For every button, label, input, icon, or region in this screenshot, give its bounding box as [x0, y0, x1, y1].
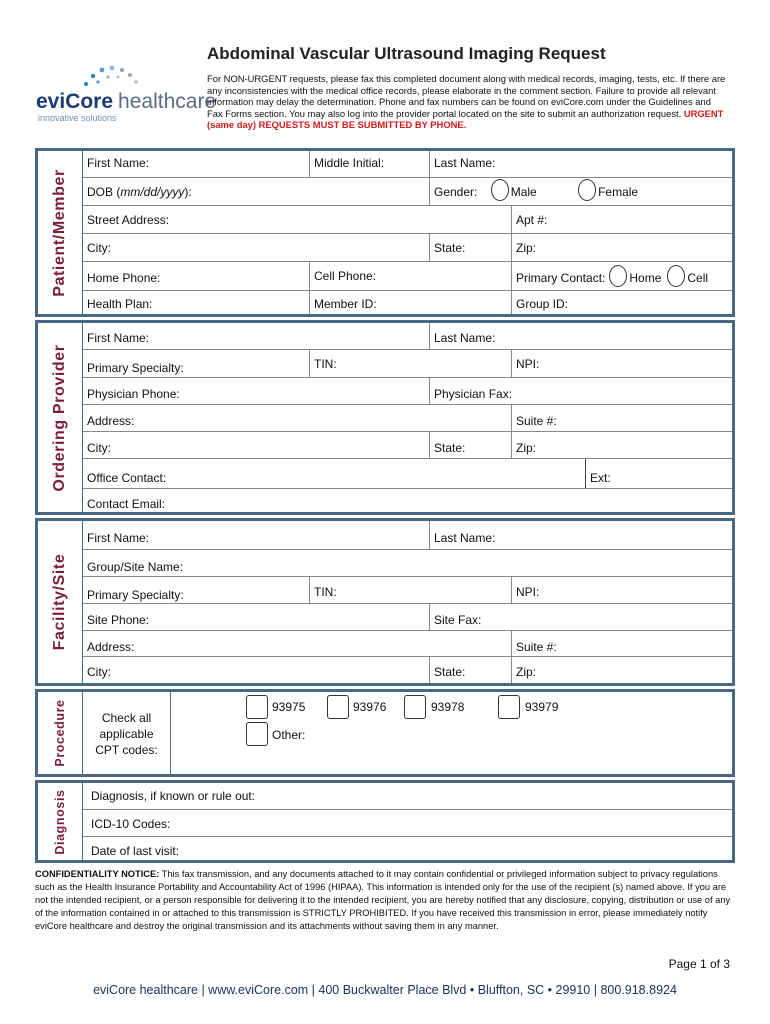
provider-specialty-field[interactable]: Primary Specialty:	[87, 361, 184, 375]
facility-address-row	[83, 631, 732, 657]
provider-phone-row	[83, 378, 732, 405]
procedure-section	[35, 689, 735, 777]
gender-male-radio[interactable]	[491, 179, 509, 201]
cpt-other-field[interactable]: Other:	[272, 728, 306, 742]
patient-city-field[interactable]: City:	[87, 241, 111, 255]
cpt-93978-label: 93978	[431, 700, 465, 714]
provider-tin-field[interactable]: TIN:	[309, 350, 511, 377]
provider-email-field[interactable]: Contact Email:	[87, 497, 166, 511]
provider-name-row	[83, 323, 732, 350]
patient-phone-row	[83, 262, 732, 291]
cpt-instructions: Check all applicable CPT codes:	[83, 692, 171, 774]
intro-text: For NON-URGENT requests, please fax this completed document along with medical records, imaging, tests, etc. If there are any inconsistencies with the medical office records, please elaborate in the comment section. Failure to provide all relevant information may delay the determination. Phone and fax numbers can be found on eviCore.com under the Guidelines and Fax Forms section. You may also log into the provider portal located on the site to submit an authorization request. URGENT (same day) REQUESTS MUST BE SUBMITTED BY PHONE.	[207, 73, 726, 131]
contact-cell-radio[interactable]	[667, 265, 685, 287]
urgent-notice: URGENT (same day) REQUESTS MUST BE SUBMITTED BY PHONE.	[207, 107, 724, 131]
cpt-93976-checkbox[interactable]	[327, 695, 349, 719]
provider-first-name-field[interactable]: First Name:	[87, 331, 150, 345]
patient-health-plan-field[interactable]: Health Plan:	[87, 297, 153, 311]
icd-row	[83, 810, 732, 837]
provider-contact-row	[83, 459, 732, 489]
logo-dots-icon	[66, 62, 146, 92]
patient-member-section	[35, 148, 735, 317]
facility-npi-field[interactable]: NPI:	[511, 577, 732, 603]
provider-phone-field[interactable]: Physician Phone:	[87, 387, 180, 401]
facility-phone-field[interactable]: Site Phone:	[87, 613, 150, 627]
facility-site-section	[35, 518, 735, 686]
patient-middle-initial-field[interactable]: Middle Initial:	[309, 151, 429, 177]
provider-fax-field[interactable]: Physician Fax:	[429, 378, 732, 404]
facility-specialty-field[interactable]: Primary Specialty:	[87, 588, 184, 602]
provider-ext-field[interactable]: Ext:	[585, 459, 732, 488]
patient-street-field[interactable]: Street Address:	[87, 213, 170, 227]
facility-group-row	[83, 550, 732, 577]
contact-home-radio[interactable]	[609, 265, 627, 287]
section-label: Procedure	[53, 699, 67, 767]
patient-zip-field[interactable]: Zip:	[511, 234, 732, 261]
ordering-provider-section	[35, 320, 735, 515]
provider-npi-field[interactable]: NPI:	[511, 350, 732, 377]
confidentiality-notice: CONFIDENTIALITY NOTICE: This fax transmission, and any documents attached to it may contain confidential or privileged information subject to privacy regulations such as the Health Insurance Portability and Accountability Act of 1996 (HIPAA). This information is intended only for the use of the recipient (s) named above. If you are not the intended recipient, or a person responsible for delivering it to the intended recipient, you are hereby notified that any disclosure, copying, distribution or use of any of the information contained in or attached to this transmission is STRICTLY PROHIBITED. If you have received this transmission in error, please immediately notify eviCore healthcare and destroy the original transmission and its attachments without saving them in any manner.	[35, 869, 731, 931]
icd10-codes-field[interactable]: ICD-10 Codes:	[91, 817, 171, 831]
patient-first-name-field[interactable]: First Name:	[87, 156, 150, 170]
provider-address-field[interactable]: Address:	[87, 414, 135, 428]
diagnosis-field[interactable]: Diagnosis, if known or rule out:	[91, 789, 256, 803]
patient-name-row	[83, 151, 732, 178]
page-title: Abdominal Vascular Ultrasound Imaging Request	[207, 44, 606, 63]
provider-state-field[interactable]: State:	[429, 432, 511, 458]
patient-dob-field[interactable]: DOB (mm/dd/yyyy):	[87, 185, 192, 199]
patient-address-row	[83, 206, 732, 234]
section-label: Patient/Member	[51, 168, 68, 297]
provider-suite-field[interactable]: Suite #:	[511, 405, 732, 431]
cpt-93979-checkbox[interactable]	[498, 695, 520, 719]
gender-female-radio[interactable]	[578, 179, 596, 201]
cpt-93976-label: 93976	[353, 700, 387, 714]
last-visit-date-field[interactable]: Date of last visit:	[91, 844, 180, 858]
section-label: Ordering Provider	[51, 343, 68, 492]
cpt-93975-label: 93975	[272, 700, 306, 714]
facility-city-row	[83, 657, 732, 683]
patient-group-id-field[interactable]: Group ID:	[511, 291, 732, 314]
patient-dob-row	[83, 178, 732, 206]
facility-first-name-field[interactable]: First Name:	[87, 531, 150, 545]
facility-state-field[interactable]: State:	[429, 657, 511, 683]
patient-city-row	[83, 234, 732, 262]
provider-office-contact-field[interactable]: Office Contact:	[87, 471, 167, 485]
patient-primary-contact-field: Primary Contact: Home Cell	[511, 262, 732, 290]
logo-tagline: innovative solutions	[38, 113, 117, 123]
diagnosis-row	[83, 783, 732, 810]
facility-city-field[interactable]: City:	[87, 665, 111, 679]
logo-wordmark: eviCore healthcare	[36, 90, 217, 113]
page-number: Page 1 of 3	[668, 957, 730, 971]
patient-member-id-field[interactable]: Member ID:	[309, 291, 511, 314]
facility-phone-row	[83, 604, 732, 631]
cpt-other-checkbox[interactable]	[246, 722, 268, 746]
patient-last-name-field[interactable]: Last Name:	[429, 151, 732, 177]
facility-tin-field[interactable]: TIN:	[309, 577, 511, 603]
provider-last-name-field[interactable]: Last Name:	[429, 323, 732, 349]
provider-city-row	[83, 432, 732, 459]
evicore-logo	[36, 62, 217, 132]
section-label: Diagnosis	[53, 788, 67, 855]
facility-specialty-row	[83, 577, 732, 604]
cpt-93975-checkbox[interactable]	[246, 695, 268, 719]
provider-zip-field[interactable]: Zip:	[511, 432, 732, 458]
patient-apt-field[interactable]: Apt #:	[511, 206, 732, 233]
cpt-93979-label: 93979	[525, 700, 559, 714]
facility-group-name-field[interactable]: Group/Site Name:	[87, 560, 184, 574]
patient-home-phone-field[interactable]: Home Phone:	[87, 271, 161, 285]
provider-specialty-row	[83, 350, 732, 378]
provider-address-row	[83, 405, 732, 432]
section-label: Facility/Site	[51, 553, 68, 651]
last-visit-row	[83, 837, 732, 860]
facility-last-name-field[interactable]: Last Name:	[429, 521, 732, 549]
facility-suite-field[interactable]: Suite #:	[511, 631, 732, 656]
patient-state-field[interactable]: State:	[429, 234, 511, 261]
patient-cell-phone-field[interactable]: Cell Phone:	[309, 262, 511, 290]
provider-email-row	[83, 489, 732, 512]
facility-zip-field[interactable]: Zip:	[511, 657, 732, 683]
patient-gender-field: Gender: Male Female	[429, 178, 732, 205]
provider-city-field[interactable]: City:	[87, 441, 111, 455]
diagnosis-section	[35, 780, 735, 863]
facility-address-field[interactable]: Address:	[87, 640, 135, 654]
patient-plan-row	[83, 291, 732, 314]
facility-name-row	[83, 521, 732, 550]
facility-fax-field[interactable]: Site Fax:	[429, 604, 732, 630]
cpt-93978-checkbox[interactable]	[404, 695, 426, 719]
page-footer: eviCore healthcare | www.eviCore.com | 400 Buckwalter Place Blvd • Bluffton, SC • 29910 | 800.918.8924	[93, 983, 677, 997]
